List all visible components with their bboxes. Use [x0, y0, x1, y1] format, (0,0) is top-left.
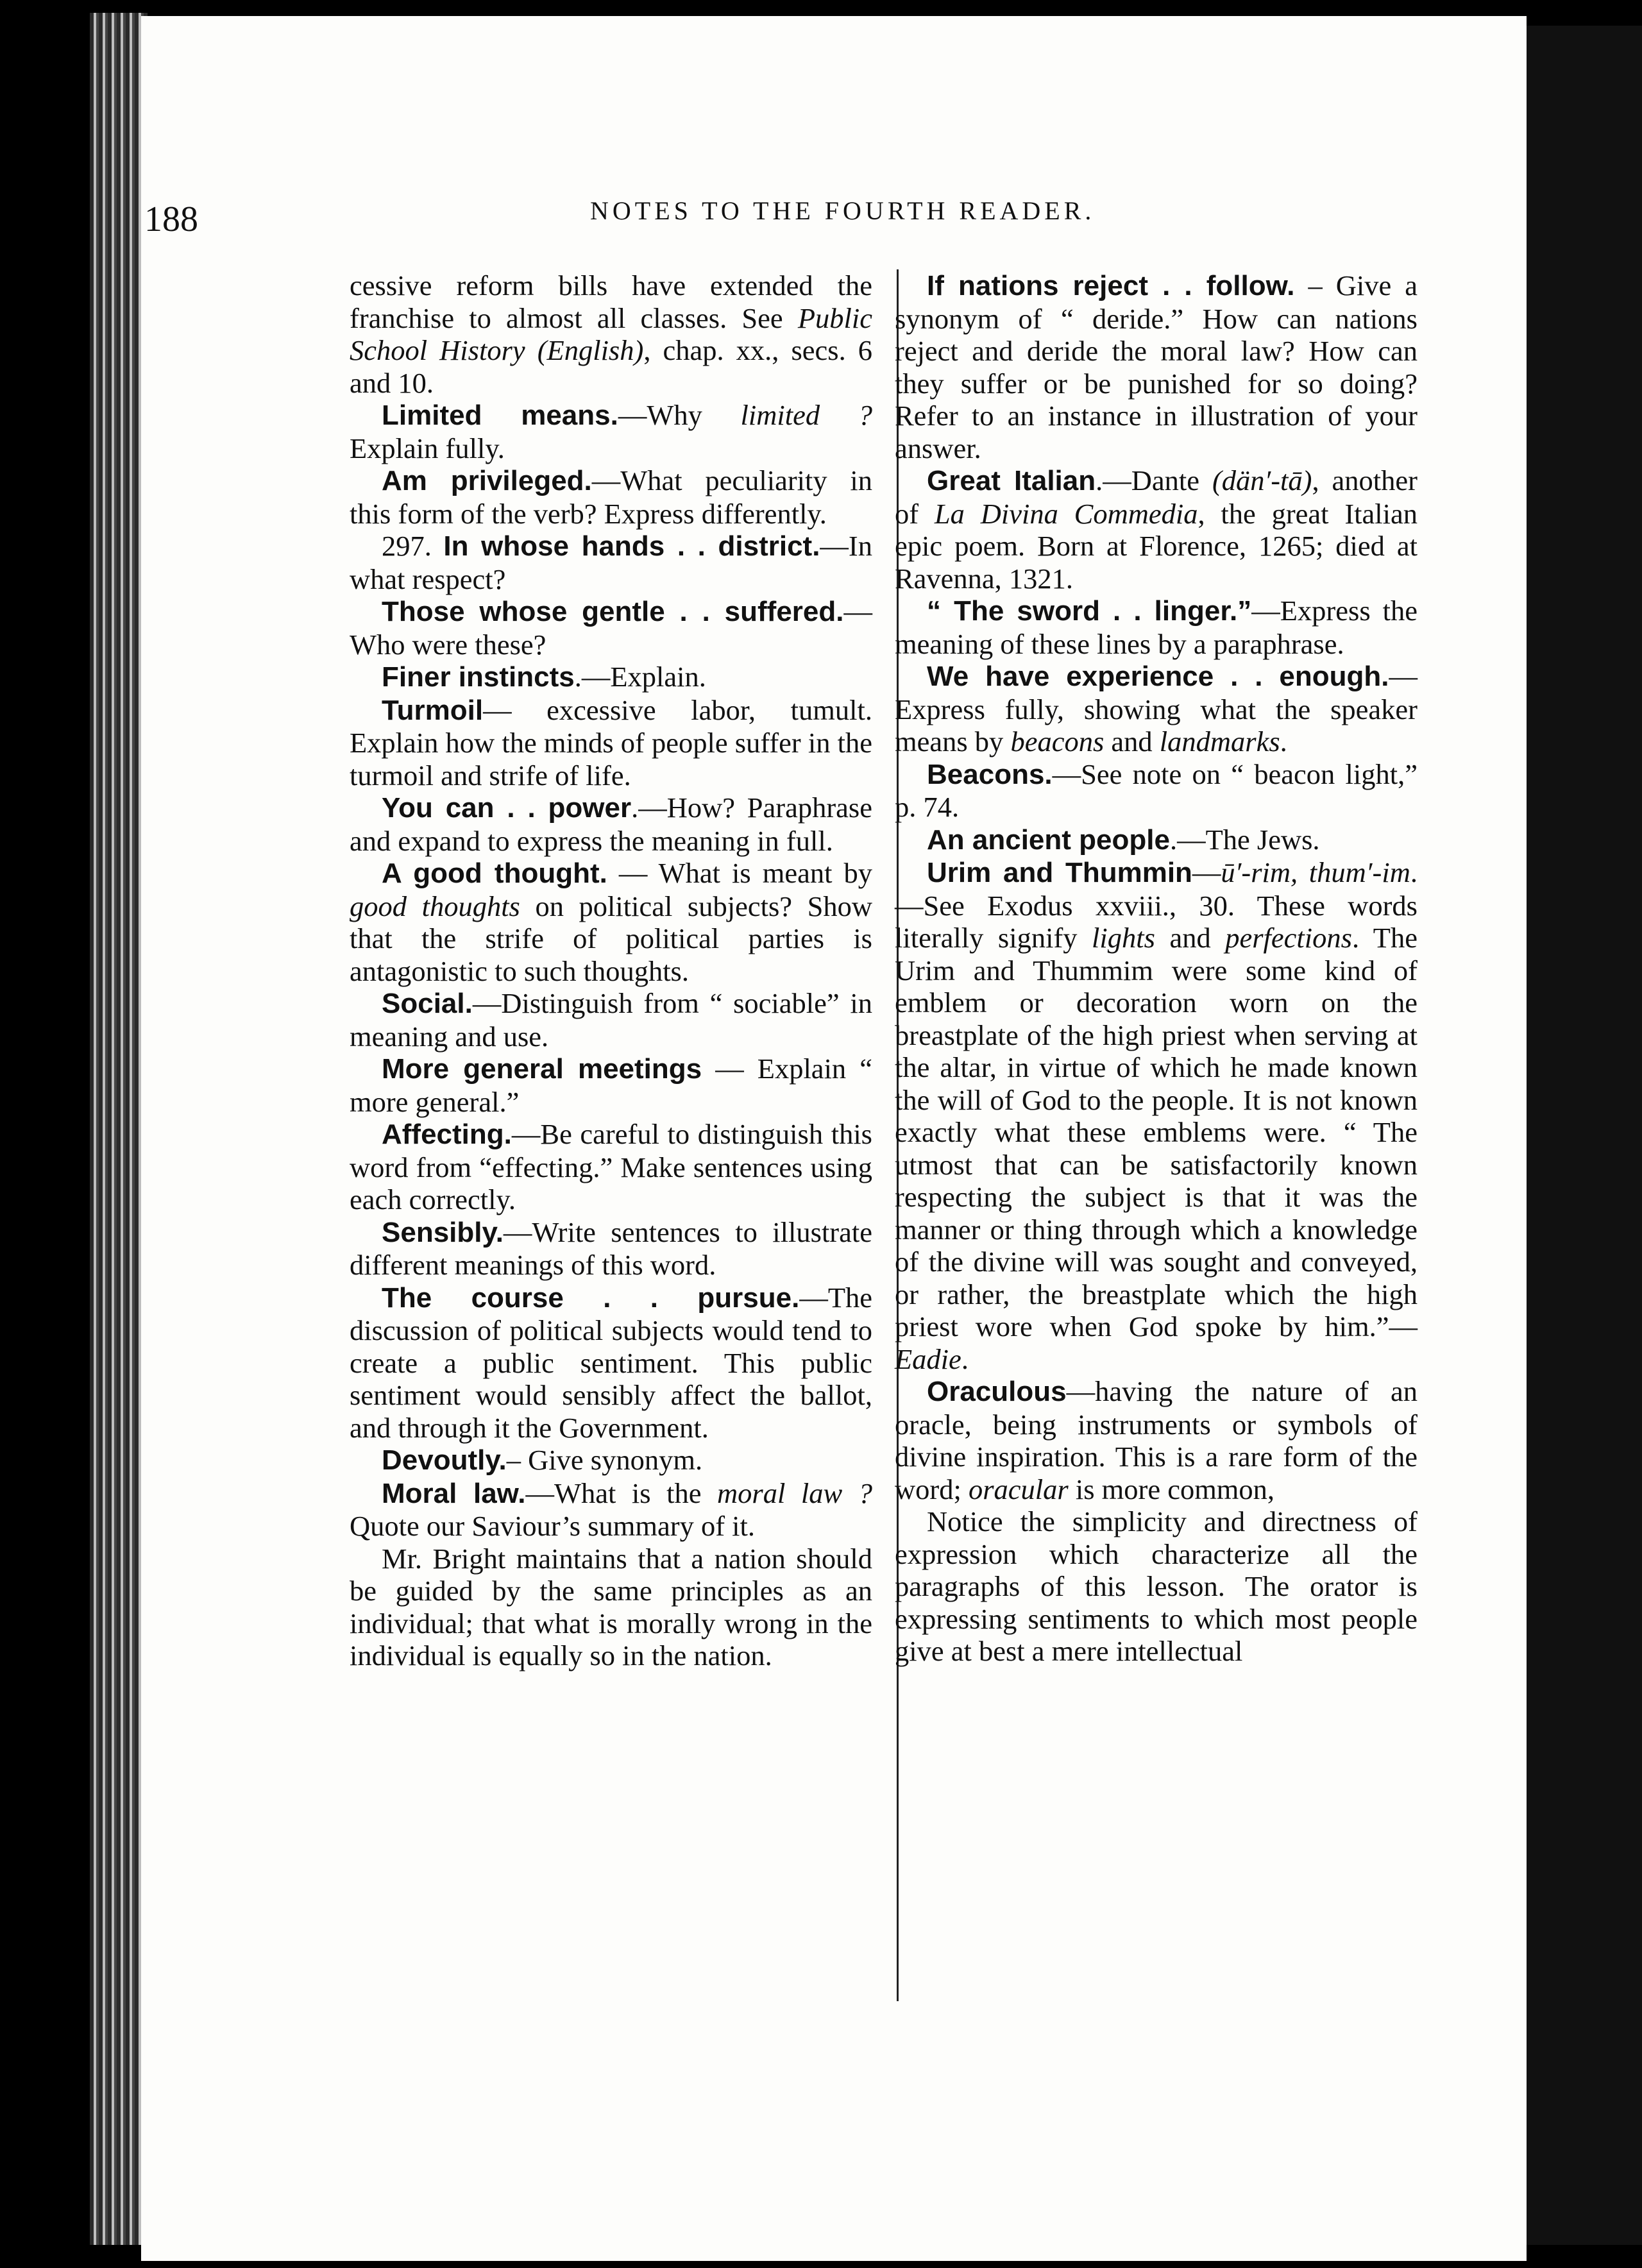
note-paragraph [895, 758, 1418, 824]
note-paragraph [350, 1216, 872, 1282]
note-text: Notice the simplicity and directness of expression which characterize all the paragraphs of this lesson. The orator is expressing sentiments to which most people give at best a mere intellectual [895, 1505, 1418, 1667]
note-heading: An ancient people [927, 824, 1170, 856]
note-text: —Why [618, 399, 741, 431]
note-text: —Express fully, showing what the speaker means by [895, 660, 1418, 757]
note-heading: Those whose gentle . . suffered. [382, 596, 844, 627]
note-paragraph [350, 694, 872, 792]
note-paragraph [895, 660, 1418, 758]
note-paragraph [895, 1505, 1418, 1668]
note-heading: The course . . pursue. [382, 1282, 800, 1314]
note-text: —Distinguish from “ sociable” in meaning and use. [350, 987, 872, 1053]
note-heading: More general meetings [382, 1053, 702, 1085]
note-paragraph [350, 1543, 872, 1672]
note-paragraph [350, 661, 872, 694]
note-text: moral law ? [717, 1477, 872, 1509]
note-paragraph [350, 857, 872, 987]
note-heading: Turmoil [382, 694, 484, 726]
left-column [350, 269, 872, 1672]
note-paragraph [350, 1282, 872, 1444]
note-text: —What peculiarity in this form of the verb? Express differently. [350, 464, 873, 530]
note-text: — Explain “ more general.” [350, 1053, 872, 1118]
note-paragraph [350, 1053, 872, 1118]
note-text: oracular [968, 1473, 1069, 1505]
note-text: perfections [1225, 922, 1352, 954]
note-paragraph [350, 987, 872, 1053]
note-paragraph [350, 1118, 872, 1216]
note-text: —See note on “ beacon light,” p. 74. [895, 757, 1418, 823]
note-heading: A good thought. [382, 858, 607, 889]
note-heading: “ The sword . . linger.” [927, 595, 1252, 627]
note-text: Eadie [895, 1342, 961, 1375]
note-heading: Moral law. [382, 1477, 526, 1509]
note-text: landmarks [1159, 725, 1280, 757]
note-text: —having the nature of an oracle, being instruments or symbols of divine inspiration. This is a rare form of the word; [895, 1375, 1418, 1505]
note-text: . [1280, 725, 1287, 757]
note-text: —What is the [525, 1477, 718, 1509]
note-heading: Limited means. [382, 400, 618, 431]
note-paragraph [895, 269, 1418, 464]
note-text: on political subjects? Show that the strife of political parties is antagonistic to such thoughts. [350, 890, 872, 987]
note-paragraph [895, 824, 1418, 857]
note-heading: Beacons. [927, 758, 1053, 790]
note-text: – Give a synonym of “ deride.” How can nations reject and deride the moral law? How can they suffer or be punished for so doing? Refer to an instance in illustration of your answer. [895, 269, 1418, 464]
note-text: — excessive labor, tumult. Explain how the minds of people suffer in the turmoil and strife of life. [350, 693, 872, 791]
note-paragraph [350, 464, 872, 530]
note-text: .—How? Paraphrase and expand to express the meaning in full. [350, 791, 872, 857]
note-heading: Devoutly. [382, 1444, 507, 1476]
note-text: Mr. Bright maintains that a nation should be guided by the same principles as an individual; that what is morally wrong in the individual is equally so in the nation. [350, 1542, 872, 1671]
note-text: .—Explain. [574, 661, 706, 693]
note-text: — [1192, 856, 1221, 888]
page-number: 188 [144, 199, 198, 239]
note-paragraph [350, 269, 872, 399]
note-paragraph [350, 1444, 872, 1477]
running-head: NOTES TO THE FOURTH READER. [590, 196, 1096, 225]
note-text: 297. [382, 530, 444, 562]
note-text: , chap. xx., secs. 6 and 10. [350, 334, 873, 399]
note-text: limited ? [740, 399, 872, 431]
note-paragraph [350, 595, 872, 661]
note-text: good thoughts [350, 890, 520, 922]
note-text: – Give synonym. [506, 1444, 703, 1476]
note-heading: Oraculous [927, 1376, 1067, 1407]
note-text: ū′-rim, thum′-im [1221, 856, 1410, 888]
note-text: La Divina Commedia [934, 497, 1198, 530]
note-text: , the great Italian epic poem. Born at Florence, 1265; died at Ravenna, 1321. [895, 497, 1418, 595]
note-paragraph [350, 791, 872, 857]
page-edges [90, 13, 148, 2245]
note-text: —Be careful to distinguish this word from “effecting.” Make sentences using each correctly. [350, 1118, 872, 1215]
note-text: and [1155, 922, 1226, 954]
note-text: and [1104, 725, 1160, 757]
note-heading: If nations reject . . follow. [927, 270, 1295, 301]
note-text: Quote our Saviour’s summary of it. [350, 1510, 755, 1542]
note-heading: Social. [382, 988, 473, 1019]
note-text: Explain fully. [350, 432, 505, 464]
note-text: —Write sentences to illustrate different meanings of this word. [350, 1215, 872, 1281]
note-text: —Express the meaning of these lines by a paraphrase. [895, 595, 1418, 660]
note-text: . The Urim and Thummim were some kind of emblem or decoration worn on the breastplate of the high priest when serving at the altar, in virtue of which he made known the will of God to the people. It is not known exactly what these emblems were. “ The utmost that can be satisfactorily known respecting the subject is that it was the manner or thing through which a knowledge of the divine will was sought and conveyed, or rather, the breastplate which the high priest wore when God spoke by him.”— [895, 922, 1418, 1342]
note-text: . [961, 1342, 969, 1375]
note-heading: We have experience . . enough. [927, 661, 1389, 692]
note-text: — What is meant by [607, 857, 872, 889]
note-text: , another of [895, 464, 1418, 530]
note-heading: Am privileged. [382, 465, 592, 496]
note-heading: Finer instincts [382, 661, 575, 693]
note-paragraph [895, 595, 1418, 660]
note-paragraph [895, 1375, 1418, 1505]
note-heading: Affecting. [382, 1119, 512, 1150]
note-text: .—Dante [1096, 464, 1212, 496]
note-text: beacons [1010, 725, 1105, 757]
note-paragraph [895, 464, 1418, 595]
note-heading: You can . . power [382, 792, 632, 824]
note-heading: In whose hands . . district. [443, 530, 820, 562]
note-heading: Urim and Thummin [927, 857, 1192, 888]
note-text: Public School History (English) [350, 301, 872, 366]
note-text: (dän′-tā) [1212, 464, 1312, 496]
note-text: cessive reform bills have extended the franchise to almost all classes. See [350, 269, 872, 334]
note-text: —The discussion of political subjects would tend to create a public sentiment. This public sentiment would sensibly affect the ballot, and through it the Government. [350, 1281, 872, 1444]
note-text: is more common, [1068, 1473, 1275, 1505]
right-column [895, 269, 1418, 1668]
note-heading: Great Italian [927, 465, 1096, 496]
note-text: lights [1092, 922, 1155, 954]
note-text: —In what respect? [350, 530, 872, 595]
facing-page-edge [1527, 26, 1642, 2245]
note-text: .—The Jews. [1169, 823, 1320, 856]
note-heading: Sensibly. [382, 1216, 504, 1248]
note-paragraph [350, 399, 872, 464]
note-text: .—See Exodus xxviii., 30. These words literally signify [895, 856, 1418, 954]
note-paragraph [350, 1477, 872, 1543]
note-text: —Who were these? [350, 595, 872, 661]
note-paragraph [895, 856, 1418, 1375]
note-paragraph [350, 530, 872, 595]
